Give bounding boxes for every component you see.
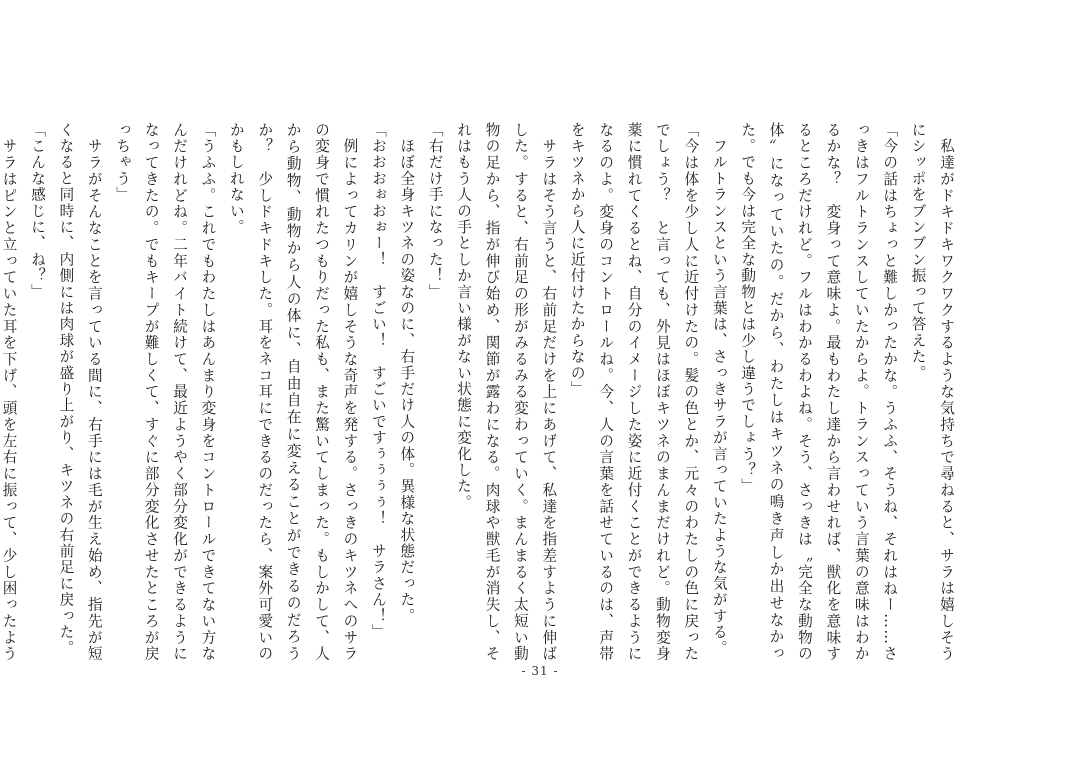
paragraph: 「今の話はちょっと難しかったかな。うふふ、そうね、それはねー……さっきはフルトランスしていたからよ。トランスっていう言葉の意味はわかるかな？ 変身って意味よ。最もわたし達から言わせれば、獣化を意味するところだけれど。フルはわかるわよね。そう、さっきは〝完全な動物の体〟になっていたの。だから、わたしはキツネの鳴き声しか出せなかった。でも今は完全な動物とは少し違うでしょう？」 <box>739 122 899 662</box>
paragraph: 例によってカリンが嬉しそうな奇声を発する。さっきのキツネへのサラの変身で慣れたつもりだった私も、また驚いてしまった。もしかして、人から動物、動物から人の体に、自由自在に変えることができるのだろうか？ 少しドキドキした。耳をネコ耳にできるのだったら、案外可愛いのかもしれない。 <box>227 122 359 662</box>
paragraph: サラはそう言うと、右前足だけを上にあげて、私達を指差すように伸ばした。すると、右前足の形がみるみる変わっていく。まんまるく太短い動物の足から、指が伸び始め、関節が露わになる。肉球や獣毛が消失し、それはもう人の手としか言い様がない状態に変化した。 <box>455 122 558 662</box>
paragraph: 「こんな感じに、ね？」 <box>29 122 46 301</box>
vertical-text-body <box>0 122 960 662</box>
paragraph: 「今は体を少し人に近付けたの。髪の色とか、元々のわたしの色に戻ったでしょう？ と言っても、外見はほぼキツネのまんまだけれど。動物変身薬に慣れてくるとね、自分のイメージした姿に近付くことができるようになるのよ。変身のコントロールね。今、人の言葉を話せているのは、声帯をキツネから人に近付けたからなの」 <box>568 122 700 662</box>
paragraph: ほぼ全身キツネの姿なのに、右手だけ人の体。異様な状態だった。 <box>398 122 416 625</box>
page-number: - 31 - <box>521 664 559 678</box>
paragraph: 「うふふ。これでもわたしはあんまり変身をコントロールできてない方なんだけれどね。二年バイト続けて、最近ようやく部分変化ができるようになってきたの。でもキープが難しくて、すぐに部分変化させたところが戻っちゃう」 <box>114 122 217 662</box>
paragraph: サラがそんなことを言っている間に、右手には毛が生え始め、指先が短くなると同時に、内側には肉球が盛り上がり、キツネの右前足に戻った。 <box>57 122 103 662</box>
paragraph: 私達がドキドキワクワクするような気持ちで尋ねると、サラは嬉しそうにシッポをブンブン振って答えた。 <box>909 122 955 662</box>
paragraph: 「おおおぉおぉー！ すごい！ すごいですぅぅぅぅ！ サラさん！」 <box>369 122 387 641</box>
paragraph: フルトランスという言葉は、さっきサラが言っていたような気がする。 <box>710 122 728 657</box>
paragraph: サラはピンと立っていた耳を下げ、頭を左右に振って、少し困ったよう <box>0 138 18 662</box>
paragraph: 「右だけ手になった！」 <box>426 122 444 301</box>
